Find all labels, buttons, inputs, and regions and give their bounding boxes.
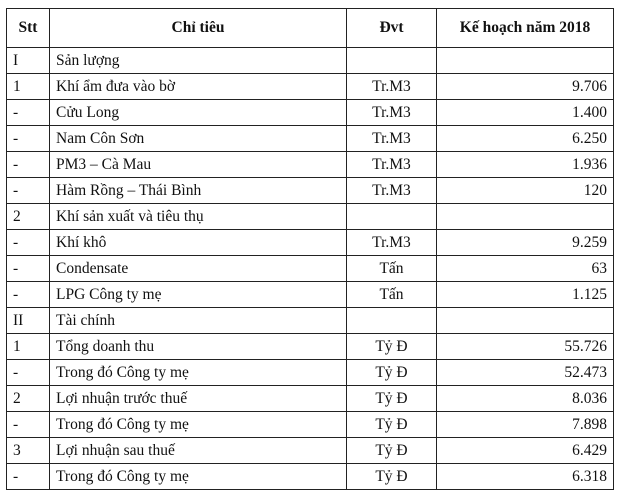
row-name-cell: Cửu Long: [50, 100, 347, 126]
table-row: [7, 334, 614, 360]
row-unit-cell: Tỷ Đ: [347, 438, 437, 464]
table-row: [7, 438, 614, 464]
row-stt-cell: -: [7, 256, 50, 282]
row-stt-cell: -: [7, 412, 50, 438]
row-unit-cell: Tỷ Đ: [347, 412, 437, 438]
row-value-cell: 8.036: [437, 386, 614, 412]
row-value-cell: 55.726: [437, 334, 614, 360]
row-value-cell: 1.400: [437, 100, 614, 126]
row-value-cell: 6.429: [437, 438, 614, 464]
row-stt-cell: 2: [7, 386, 50, 412]
row-value-cell: 1.936: [437, 152, 614, 178]
header-unit: Đvt: [347, 9, 437, 48]
row-unit-cell: Tr.M3: [347, 178, 437, 204]
row-name-cell: Nam Côn Sơn: [50, 126, 347, 152]
row-unit-cell: [347, 48, 437, 74]
row-name-cell: Sản lượng: [50, 48, 347, 74]
row-unit-cell: Tỷ Đ: [347, 464, 437, 490]
table-row: [7, 230, 614, 256]
row-stt-cell: -: [7, 178, 50, 204]
row-value-cell: [437, 48, 614, 74]
table-row: [7, 308, 614, 334]
row-unit-cell: [347, 308, 437, 334]
row-name-cell: Khí sản xuất và tiêu thụ: [50, 204, 347, 230]
row-name-cell: Lợi nhuận trước thuế: [50, 386, 347, 412]
row-stt-cell: -: [7, 230, 50, 256]
header-name: Chỉ tiêu: [50, 9, 347, 48]
row-stt-cell: 2: [7, 204, 50, 230]
row-name-cell: Khí khô: [50, 230, 347, 256]
row-value-cell: 7.898: [437, 412, 614, 438]
table-row: [7, 178, 614, 204]
row-stt-cell: -: [7, 126, 50, 152]
header-stt: Stt: [7, 9, 50, 48]
row-value-cell: 9.259: [437, 230, 614, 256]
row-value-cell: 1.125: [437, 282, 614, 308]
row-stt-cell: -: [7, 464, 50, 490]
row-stt-cell: -: [7, 100, 50, 126]
row-unit-cell: Tr.M3: [347, 100, 437, 126]
row-name-cell: Hàm Rồng – Thái Bình: [50, 178, 347, 204]
row-value-cell: 52.473: [437, 360, 614, 386]
row-unit-cell: Tr.M3: [347, 152, 437, 178]
row-stt-cell: 1: [7, 334, 50, 360]
row-name-cell: Tổng doanh thu: [50, 334, 347, 360]
table-row: [7, 152, 614, 178]
row-name-cell: Tài chính: [50, 308, 347, 334]
plan-table: [6, 8, 614, 490]
table-row: [7, 464, 614, 490]
row-name-cell: PM3 – Cà Mau: [50, 152, 347, 178]
row-unit-cell: Tỷ Đ: [347, 360, 437, 386]
row-value-cell: 9.706: [437, 74, 614, 100]
row-stt-cell: I: [7, 48, 50, 74]
row-name-cell: Lợi nhuận sau thuế: [50, 438, 347, 464]
row-value-cell: [437, 308, 614, 334]
row-unit-cell: Tấn: [347, 256, 437, 282]
row-name-cell: LPG Công ty mẹ: [50, 282, 347, 308]
row-unit-cell: Tr.M3: [347, 126, 437, 152]
row-value-cell: 63: [437, 256, 614, 282]
row-stt-cell: -: [7, 360, 50, 386]
table-row: [7, 386, 614, 412]
table-row: [7, 412, 614, 438]
row-value-cell: [437, 204, 614, 230]
row-name-cell: Khí ẩm đưa vào bờ: [50, 74, 347, 100]
row-unit-cell: [347, 204, 437, 230]
header-row: [7, 9, 614, 48]
row-name-cell: Trong đó Công ty mẹ: [50, 412, 347, 438]
row-name-cell: Trong đó Công ty mẹ: [50, 464, 347, 490]
row-stt-cell: -: [7, 282, 50, 308]
row-value-cell: 6.250: [437, 126, 614, 152]
table-row: [7, 74, 614, 100]
row-unit-cell: Tr.M3: [347, 74, 437, 100]
row-value-cell: 6.318: [437, 464, 614, 490]
row-unit-cell: Tấn: [347, 282, 437, 308]
row-unit-cell: Tỷ Đ: [347, 334, 437, 360]
row-stt-cell: 1: [7, 74, 50, 100]
header-value: Kế hoạch năm 2018: [437, 9, 614, 48]
row-name-cell: Condensate: [50, 256, 347, 282]
table-row: [7, 48, 614, 74]
table-row: [7, 256, 614, 282]
table-row: [7, 282, 614, 308]
row-stt-cell: 3: [7, 438, 50, 464]
table-row: [7, 126, 614, 152]
table-row: [7, 100, 614, 126]
row-stt-cell: -: [7, 152, 50, 178]
row-unit-cell: Tr.M3: [347, 230, 437, 256]
table-row: [7, 360, 614, 386]
row-name-cell: Trong đó Công ty mẹ: [50, 360, 347, 386]
row-value-cell: 120: [437, 178, 614, 204]
row-unit-cell: Tỷ Đ: [347, 386, 437, 412]
table-row: [7, 204, 614, 230]
row-stt-cell: II: [7, 308, 50, 334]
